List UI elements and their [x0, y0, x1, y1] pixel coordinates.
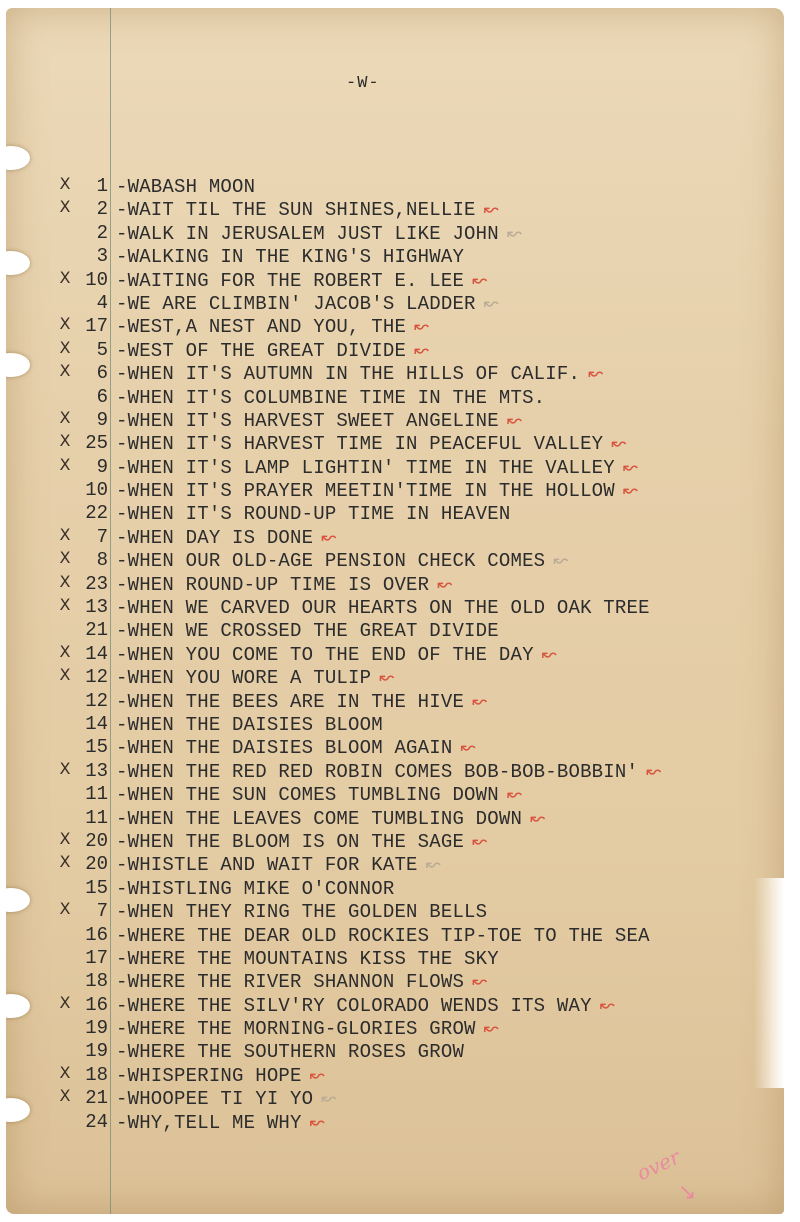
song-title: [116, 737, 476, 759]
song-row: [6, 454, 784, 477]
song-row: [6, 734, 784, 760]
song-title-text: -WHEN OUR OLD-AGE PENSION CHECK COMES: [116, 550, 546, 573]
pencil-arrow-icon: ↜: [611, 433, 627, 455]
song-row: [6, 196, 784, 222]
song-title-text: -WAIT TIL THE SUN SHINES,NELLIE: [116, 199, 476, 222]
song-row: [6, 1038, 784, 1064]
song-title: [116, 270, 487, 292]
song-number: 9: [96, 455, 108, 478]
song-title: [116, 925, 650, 947]
song-title-text: -WHEN THEY RING THE GOLDEN BELLS: [116, 901, 488, 924]
pencil-arrow-icon: ↜: [414, 316, 430, 338]
song-list: [6, 173, 784, 1132]
song-title: [116, 574, 453, 596]
song-title-text: -WHY,TELL ME WHY: [116, 1111, 302, 1134]
song-number: 4. 3: [96, 245, 108, 268]
song-title-text: -WHERE THE RIVER SHANNON FLOWS: [116, 971, 465, 994]
song-row: [6, 243, 784, 269]
song-number: 10: [85, 268, 108, 291]
song-title: [116, 550, 569, 572]
song-number: 20: [85, 829, 108, 852]
song-row: [6, 500, 784, 526]
pencil-arrow-icon: ↜: [472, 971, 488, 993]
pencil-check-mark: 2. X: [59, 197, 71, 217]
pencil-check-mark: 11. X: [59, 407, 71, 427]
song-title-text: -WHEN IT'S ROUND-UP TIME IN HEAVEN: [116, 503, 511, 526]
song-row: [6, 851, 784, 877]
song-title-text: -WHEN THE BEES ARE IN THE HIVE: [116, 690, 465, 713]
pencil-arrow-icon: ↜: [530, 807, 546, 829]
song-number: 23: [85, 572, 108, 595]
song-title-text: -WHISPERING HOPE: [116, 1064, 302, 1087]
song-number: 14: [85, 642, 108, 665]
song-number: 25: [85, 432, 108, 455]
song-number: 31. 15: [85, 876, 108, 899]
song-title: [116, 316, 429, 338]
song-number: 28. 11: [85, 806, 108, 829]
song-number: 27. 11: [85, 783, 108, 806]
page-heading: -W-: [346, 74, 380, 93]
song-title: [116, 831, 487, 853]
song-title-text: -WE ARE CLIMBIN' JACOB'S LADDER: [116, 292, 476, 315]
song-title-text: -WHISTLE AND WAIT FOR KATE: [116, 854, 418, 877]
song-title: [116, 527, 337, 549]
pencil-check-mark: 18. X: [59, 571, 71, 591]
song-title-text: -WHERE THE DEAR OLD ROCKIES TIP-TOE TO THE SEA: [116, 924, 650, 947]
pencil-arrow-icon: ↜: [599, 994, 615, 1016]
pencil-check-mark: 32. X: [59, 899, 71, 919]
song-title: [116, 691, 487, 713]
punch-hole: [6, 146, 30, 170]
song-title-text: -WHEN WE CARVED OUR HEARTS ON THE OLD OAK TREE: [116, 597, 650, 620]
song-number: 17: [85, 315, 108, 338]
pencil-check-mark: 21. X: [59, 641, 71, 661]
song-title: [116, 714, 383, 736]
song-row: [6, 617, 784, 643]
song-number: 24. 14: [85, 712, 108, 735]
song-row: [6, 641, 784, 664]
song-row: [6, 1109, 784, 1132]
song-row: [6, 267, 784, 290]
song-title-text: -WHEN IT'S HARVEST SWEET ANGELINE: [116, 409, 499, 432]
song-number: 1: [96, 175, 108, 197]
pencil-check-mark: 22. X: [59, 665, 71, 685]
song-row: [6, 945, 784, 968]
song-row: [6, 407, 784, 430]
song-title: [116, 1088, 337, 1110]
song-title-text: -WHERE THE MOUNTAINS KISS THE SKY: [116, 947, 499, 970]
song-number: 20. 21: [85, 619, 108, 642]
song-title: [116, 995, 615, 1017]
song-number: 6: [96, 362, 108, 385]
song-title: [116, 854, 441, 876]
song-title: [116, 808, 545, 830]
song-title-text: -WHEN YOU WORE A TULIP: [116, 667, 372, 690]
song-title-text: -WHEN ROUND-UP TIME IS OVER: [116, 573, 430, 596]
pencil-arrow-icon: ↜: [506, 784, 523, 806]
pencil-arrow-icon: ↜: [483, 292, 499, 314]
song-title-text: -WHEN IT'S LAMP LIGHTIN' TIME IN THE VALLEY: [116, 456, 615, 479]
pencil-arrow-icon: ↜: [553, 550, 569, 572]
song-number: 3. 2: [96, 221, 108, 244]
song-title-text: -WHEN THE LEAVES COME TUMBLING DOWN: [116, 807, 523, 830]
song-row: [6, 173, 784, 196]
song-title-text: -WHEN IT'S AUTUMN IN THE HILLS OF CALIF.: [116, 363, 581, 386]
song-title: [116, 246, 464, 268]
pencil-arrow-icon: ↜: [414, 339, 430, 361]
song-row: [6, 524, 784, 547]
song-row: [6, 805, 784, 828]
song-row: [6, 828, 784, 851]
song-title: [116, 457, 638, 479]
song-title-text: -WHOOPEE TI YI YO: [116, 1088, 314, 1111]
song-title: [116, 223, 522, 245]
song-number: 41. 24: [85, 1110, 108, 1133]
song-title-text: -WHEN THE RED RED ROBIN COMES BOB-BOB-BOBBIN': [116, 760, 639, 783]
song-number: 7: [96, 900, 108, 923]
song-title: [116, 1065, 325, 1087]
song-row: [6, 898, 784, 924]
song-title-text: -WEST OF THE GREAT DIVIDE: [116, 339, 407, 362]
song-row: [6, 594, 784, 620]
song-index-page: [6, 8, 784, 1214]
pencil-check-mark: 17. X: [59, 548, 71, 568]
pencil-arrow-icon: ↜: [309, 1064, 325, 1086]
song-number: 9: [96, 408, 108, 431]
song-title: [116, 387, 545, 409]
song-number: 14. 10: [85, 479, 108, 502]
song-title: [116, 363, 603, 385]
song-title-text: -WHEN WE CROSSED THE GREAT DIVIDE: [116, 620, 499, 643]
song-row: [6, 571, 784, 594]
song-title: [116, 1041, 464, 1063]
song-number: 6. 4: [96, 291, 108, 314]
song-title-text: -WHEN THE BLOOM IS ON THE SAGE: [116, 830, 465, 853]
song-row: [6, 758, 784, 781]
song-title-text: -WHEN IT'S HARVEST TIME IN PEACEFUL VALLEY: [116, 433, 604, 456]
song-row: [6, 781, 784, 807]
song-row: [6, 430, 784, 456]
song-title: [116, 433, 627, 455]
song-row: [6, 1085, 784, 1111]
song-title-text: -WHEN YOU COME TO THE END OF THE DAY: [116, 643, 534, 666]
song-row: [6, 477, 784, 503]
song-number: 5: [96, 338, 108, 361]
pencil-arrow-icon: ↜: [541, 643, 557, 665]
pencil-arrow-icon: ↜: [506, 409, 523, 431]
song-title-text: -WHEN IT'S PRAYER MEETIN'TIME IN THE HOLLOW: [116, 480, 615, 503]
song-row: [6, 313, 784, 339]
song-number: 35. 18: [85, 970, 108, 993]
pencil-check-mark: 29. X: [59, 828, 71, 848]
song-number: 20: [85, 853, 108, 876]
pencil-check-mark: 1. X: [59, 174, 71, 193]
song-number: 18: [85, 1063, 108, 1086]
pencil-check-mark: 30. X: [59, 852, 71, 872]
song-row: [6, 992, 784, 1015]
song-title-text: -WHEN DAY IS DONE: [116, 526, 314, 549]
song-number: 37. 19: [85, 1017, 108, 1040]
pencil-arrow-icon: ↜: [483, 1018, 499, 1040]
pencil-check-mark: 9. X: [59, 361, 71, 381]
pencil-arrow-icon: ↜: [379, 667, 395, 689]
song-title-text: -WHEN IT'S COLUMBINE TIME IN THE MTS.: [116, 386, 546, 409]
song-row: [6, 547, 784, 573]
over-note: over: [633, 1144, 684, 1186]
pencil-arrow-icon: ↜: [472, 269, 488, 291]
pencil-check-mark: 36. X: [59, 992, 71, 1012]
song-title: [116, 199, 499, 221]
song-title-text: -WHERE THE SOUTHERN ROSES GROW: [116, 1041, 465, 1064]
song-title: [116, 784, 522, 806]
song-row: [6, 290, 784, 313]
pencil-check-mark: 7. X: [59, 314, 71, 334]
song-title: [116, 644, 557, 666]
song-title: [116, 480, 638, 502]
song-number: 7: [96, 525, 108, 548]
song-row: [6, 1062, 784, 1085]
pencil-arrow-icon: ↜: [622, 456, 639, 478]
song-title: [116, 878, 394, 900]
song-number: 12: [85, 666, 108, 689]
song-title: [116, 503, 510, 525]
song-title-text: -WHEN THE DAISIES BLOOM AGAIN: [116, 737, 453, 760]
song-row: [6, 688, 784, 711]
song-title: [116, 971, 487, 993]
song-title: [116, 340, 429, 362]
song-number: 13: [85, 759, 108, 782]
song-row: [6, 220, 784, 243]
pencil-arrow-icon: ↜: [321, 1088, 337, 1110]
pencil-arrow-icon: ↜: [472, 830, 488, 852]
pencil-arrow-icon: ↜: [622, 480, 639, 502]
pencil-check-mark: 8. X: [59, 337, 71, 357]
song-row: [6, 875, 784, 898]
song-title-text: -WABASH MOON: [116, 176, 256, 198]
song-row: [6, 360, 784, 386]
song-row: [6, 337, 784, 360]
pencil-arrow-icon: ↜: [483, 199, 499, 221]
song-row: [6, 664, 784, 690]
song-title: [116, 620, 499, 642]
song-title-text: -WAITING FOR THE ROBERT E. LEE: [116, 269, 465, 292]
song-title: [116, 293, 499, 315]
pencil-arrow-icon: ↜: [425, 854, 441, 876]
song-row: [6, 922, 784, 945]
song-title: [116, 597, 650, 619]
pencil-check-mark: 26. X: [59, 758, 71, 778]
pencil-check-mark: 40. X: [59, 1086, 71, 1106]
song-number: 10. 6: [96, 385, 108, 408]
pencil-check-mark: 39. X: [59, 1062, 71, 1082]
pencil-check-mark: 13. X: [59, 454, 71, 474]
pencil-arrow-icon: ↜: [588, 363, 604, 385]
song-title: [116, 948, 499, 970]
pencil-arrow-icon: ↜: [437, 573, 453, 595]
song-title-text: -WALK IN JERUSALEM JUST LIKE JOHN: [116, 222, 499, 245]
down-arrow-icon: ↘: [678, 1180, 697, 1205]
pencil-check-mark: 16. X: [59, 524, 71, 544]
song-number: 25. 15: [85, 736, 108, 759]
song-title-text: -WHERE THE MORNING-GLORIES GROW: [116, 1018, 476, 1041]
song-title-text: -WEST,A NEST AND YOU, THE: [116, 316, 407, 339]
pencil-arrow-icon: ↜: [472, 690, 488, 712]
song-title: [116, 410, 522, 432]
song-number: 33. 16: [85, 923, 108, 946]
pencil-check-mark: 19. X: [59, 595, 71, 615]
pencil-check-mark: 12. X: [59, 431, 71, 451]
song-title: [116, 667, 395, 689]
song-title-text: -WHEN THE SUN COMES TUMBLING DOWN: [116, 784, 499, 807]
song-title-text: -WALKING IN THE KING'S HIGHWAY: [116, 246, 465, 269]
song-number: 2: [96, 198, 108, 221]
pencil-arrow-icon: ↜: [309, 1111, 325, 1133]
pencil-check-mark: 5. X: [59, 267, 71, 287]
pencil-arrow-icon: ↜: [506, 222, 523, 244]
song-title: [116, 761, 661, 783]
song-number: 23. 12: [85, 689, 108, 712]
song-number: 38. 19: [85, 1040, 108, 1063]
song-title-text: -WHEN THE DAISIES BLOOM: [116, 713, 383, 736]
song-title: [116, 901, 487, 923]
song-number: 15. 22: [85, 502, 108, 525]
pencil-arrow-icon: ↜: [646, 760, 662, 782]
song-title: [116, 1018, 499, 1040]
song-number: 21: [85, 1087, 108, 1110]
song-number: 8: [96, 549, 108, 572]
pencil-arrow-icon: ↜: [460, 737, 476, 759]
song-title-text: -WHERE THE SILV'RY COLORADO WENDS ITS WAY: [116, 994, 592, 1017]
song-title-text: -WHISTLING MIKE O'CONNOR: [116, 877, 395, 900]
song-title: [116, 1112, 325, 1134]
song-row: [6, 384, 784, 407]
song-number: 16: [85, 993, 108, 1016]
song-number: 13: [85, 596, 108, 619]
song-title: [116, 176, 255, 198]
song-number: 34. 17: [85, 946, 108, 969]
song-row: [6, 711, 784, 734]
pencil-arrow-icon: ↜: [321, 526, 337, 548]
song-row: [6, 968, 784, 994]
song-row: [6, 1015, 784, 1041]
